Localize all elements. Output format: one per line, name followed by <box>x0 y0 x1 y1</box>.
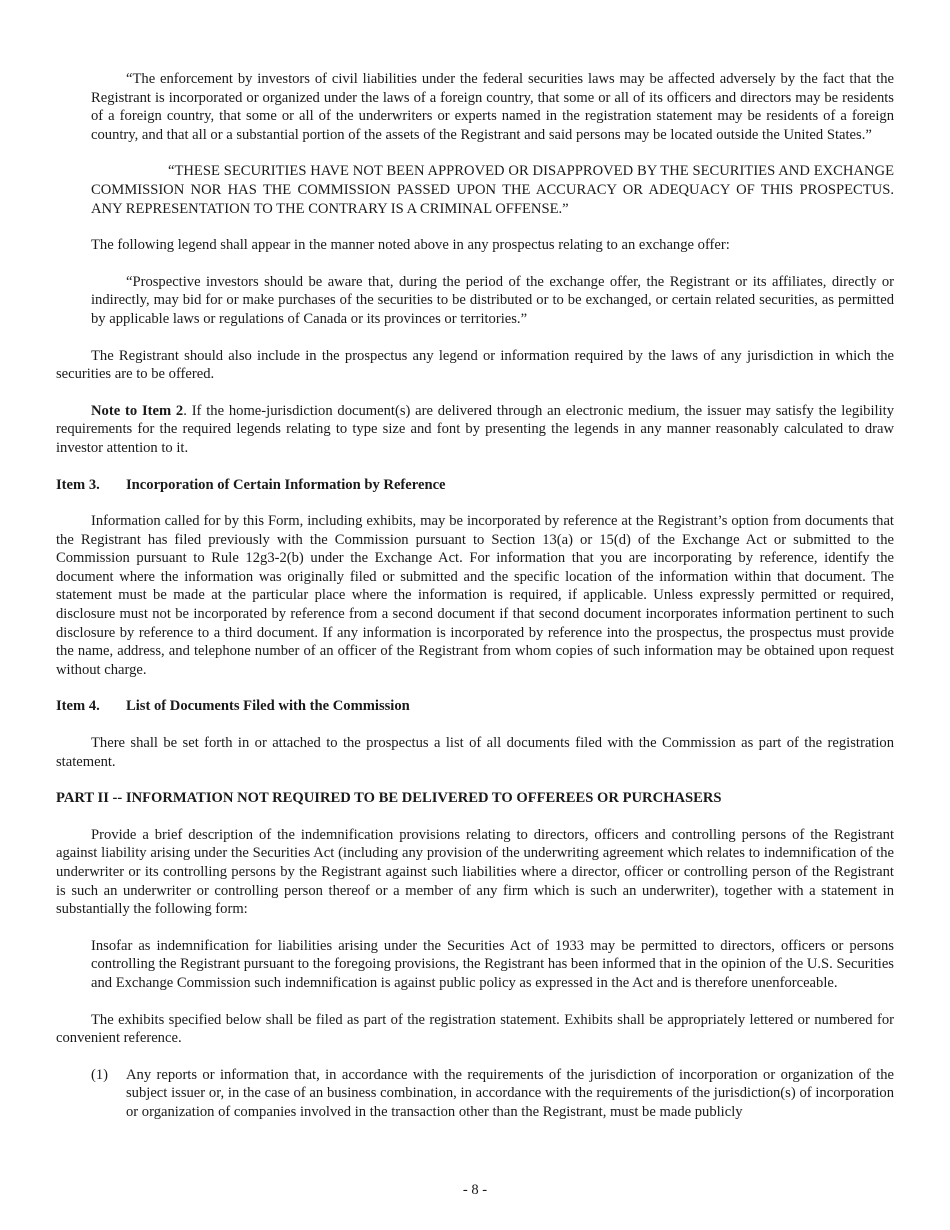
exhibits-intro: The exhibits specified below shall be filed as part of the registration statement. Exhibits shall be appropriately lettered or numbered for convenient reference. <box>56 1011 894 1047</box>
item-4-body: There shall be set forth in or attached to the prospectus a list of all documents filed with the Commission as part of the registration statement. <box>56 735 894 770</box>
document-page <box>56 70 894 1122</box>
page-number: - 8 - <box>462 1182 488 1198</box>
enforcement-legend: “The enforcement by investors of civil liabilities under the federal securities laws may be affected adversely by the fact that the Registrant is incorporated or organized under the laws of a foreign country, that some or all of its officers and directors may be residents of a foreign country, that some or all of the underwriters or experts named in the registration statement may be residents of a foreign country, and that all or a substantial portion of the assets of the Registrant and said persons may be located outside the United States.” <box>91 71 894 143</box>
jurisdiction-legend-paragraph: The Registrant should also include in the prospectus any legend or information required by the laws of any jurisdiction in which the securities are to be offered. <box>56 347 894 383</box>
part-2-heading: PART II -- INFORMATION NOT REQUIRED TO BE DELIVERED TO OFFEREES OR PURCHASERS <box>56 790 722 807</box>
part-2-body: Provide a brief description of the indemnification provisions relating to directors, officers and controlling persons of the Registrant against liability arising under the Securities Act (including any provision of the underwriting agreement which relates to indemnification of the underwriter or its controlling persons by the Registrant against such liabilities where a director, officer or controlling person of the Registrant is such an underwriter or controlling person thereof or a member of any firm which is such an underwriter), together with a statement in substantially the following form: <box>56 826 894 918</box>
item-3-heading <box>56 476 894 495</box>
note-text: . If the home-jurisdiction document(s) are delivered through an electronic medium, the issuer may satisfy the legibility requirements for the required legends relating to type size and font by presenting the legends in any manner reasonably calculated to draw investor attention to it. <box>56 402 894 456</box>
exchange-offer-legend: “Prospective investors should be aware that, during the period of the exchange offer, the Registrant or its affiliates, directly or indirectly, may bid for or make purchases of the securities to be distributed or to be exchanged, or certain related securities, as permitted by applicable laws or regulations of Canada or its provinces or territories.” <box>91 273 894 327</box>
note-label: Note to Item 2 <box>91 402 184 419</box>
exchange-offer-intro: The following legend shall appear in the manner noted above in any prospectus relating to an exchange offer: <box>91 237 730 254</box>
list-item-text: Any reports or information that, in accordance with the requirements of the jurisdiction of incorporation or organization of the subject issuer or, in the case of an business combination, in accordance with the requirements of the jurisdiction(s) of incorporation or organization of companies involved in the transaction other than the Registrant, must be made publicly <box>126 1066 894 1120</box>
note-to-item-2 <box>56 402 894 458</box>
item-3-number: Item 3. <box>56 476 100 493</box>
item-4-number: Item 4. <box>56 698 100 715</box>
item-3-body: Information called for by this Form, including exhibits, may be incorporated by reference at the Registrant’s option from documents that the Registrant has filed previously with the Commission pursuant to Section 13(a) or 15(d) of the Exchange Act or submitted to the Commission pursuant to Rule 12g3-2(b) under the Exchange Act. For information that you are incorporating by reference, identify the document where the information was originally filed or submitted and the specific location of the information within that document. The statement must be made at the particular place where the information is required, if applicable. Unless expressly permitted or required, disclosure must not be incorporated by reference from a second document if that second document incorporates information pertinent to such disclosure by reference to a third document. If any information is incorporated by reference into the prospectus, the prospectus must provide the name, address, and telephone number of an officer of the Registrant from whom copies of such information may be obtained upon request without charge. <box>56 513 894 678</box>
list-item-number: (1) <box>91 1066 109 1083</box>
item-4-title: List of Documents Filed with the Commission <box>126 698 410 715</box>
list-item <box>91 1066 894 1122</box>
item-4-heading <box>56 697 894 716</box>
indemnification-statement: Insofar as indemnification for liabilities arising under the Securities Act of 1933 may be permitted to directors, officers or persons controlling the Registrant pursuant to the foregoing provisions, the Registrant has been informed that in the opinion of the U.S. Securities and Exchange Commission such indemnification is against public policy as expressed in the Act and is therefore unenforceable. <box>91 937 894 991</box>
sec-approval-legend: “THESE SECURITIES HAVE NOT BEEN APPROVED OR DISAPPROVED BY THE SECURITIES AND EXCHANGE COMMISSION NOR HAS THE COMMISSION PASSED UPON THE ACCURACY OR ADEQUACY OF THIS PROSPECTUS. ANY REPRESENTATION TO THE CONTRARY IS A CRIMINAL OFFENSE.” <box>91 163 894 217</box>
item-3-title: Incorporation of Certain Information by Reference <box>126 476 446 493</box>
